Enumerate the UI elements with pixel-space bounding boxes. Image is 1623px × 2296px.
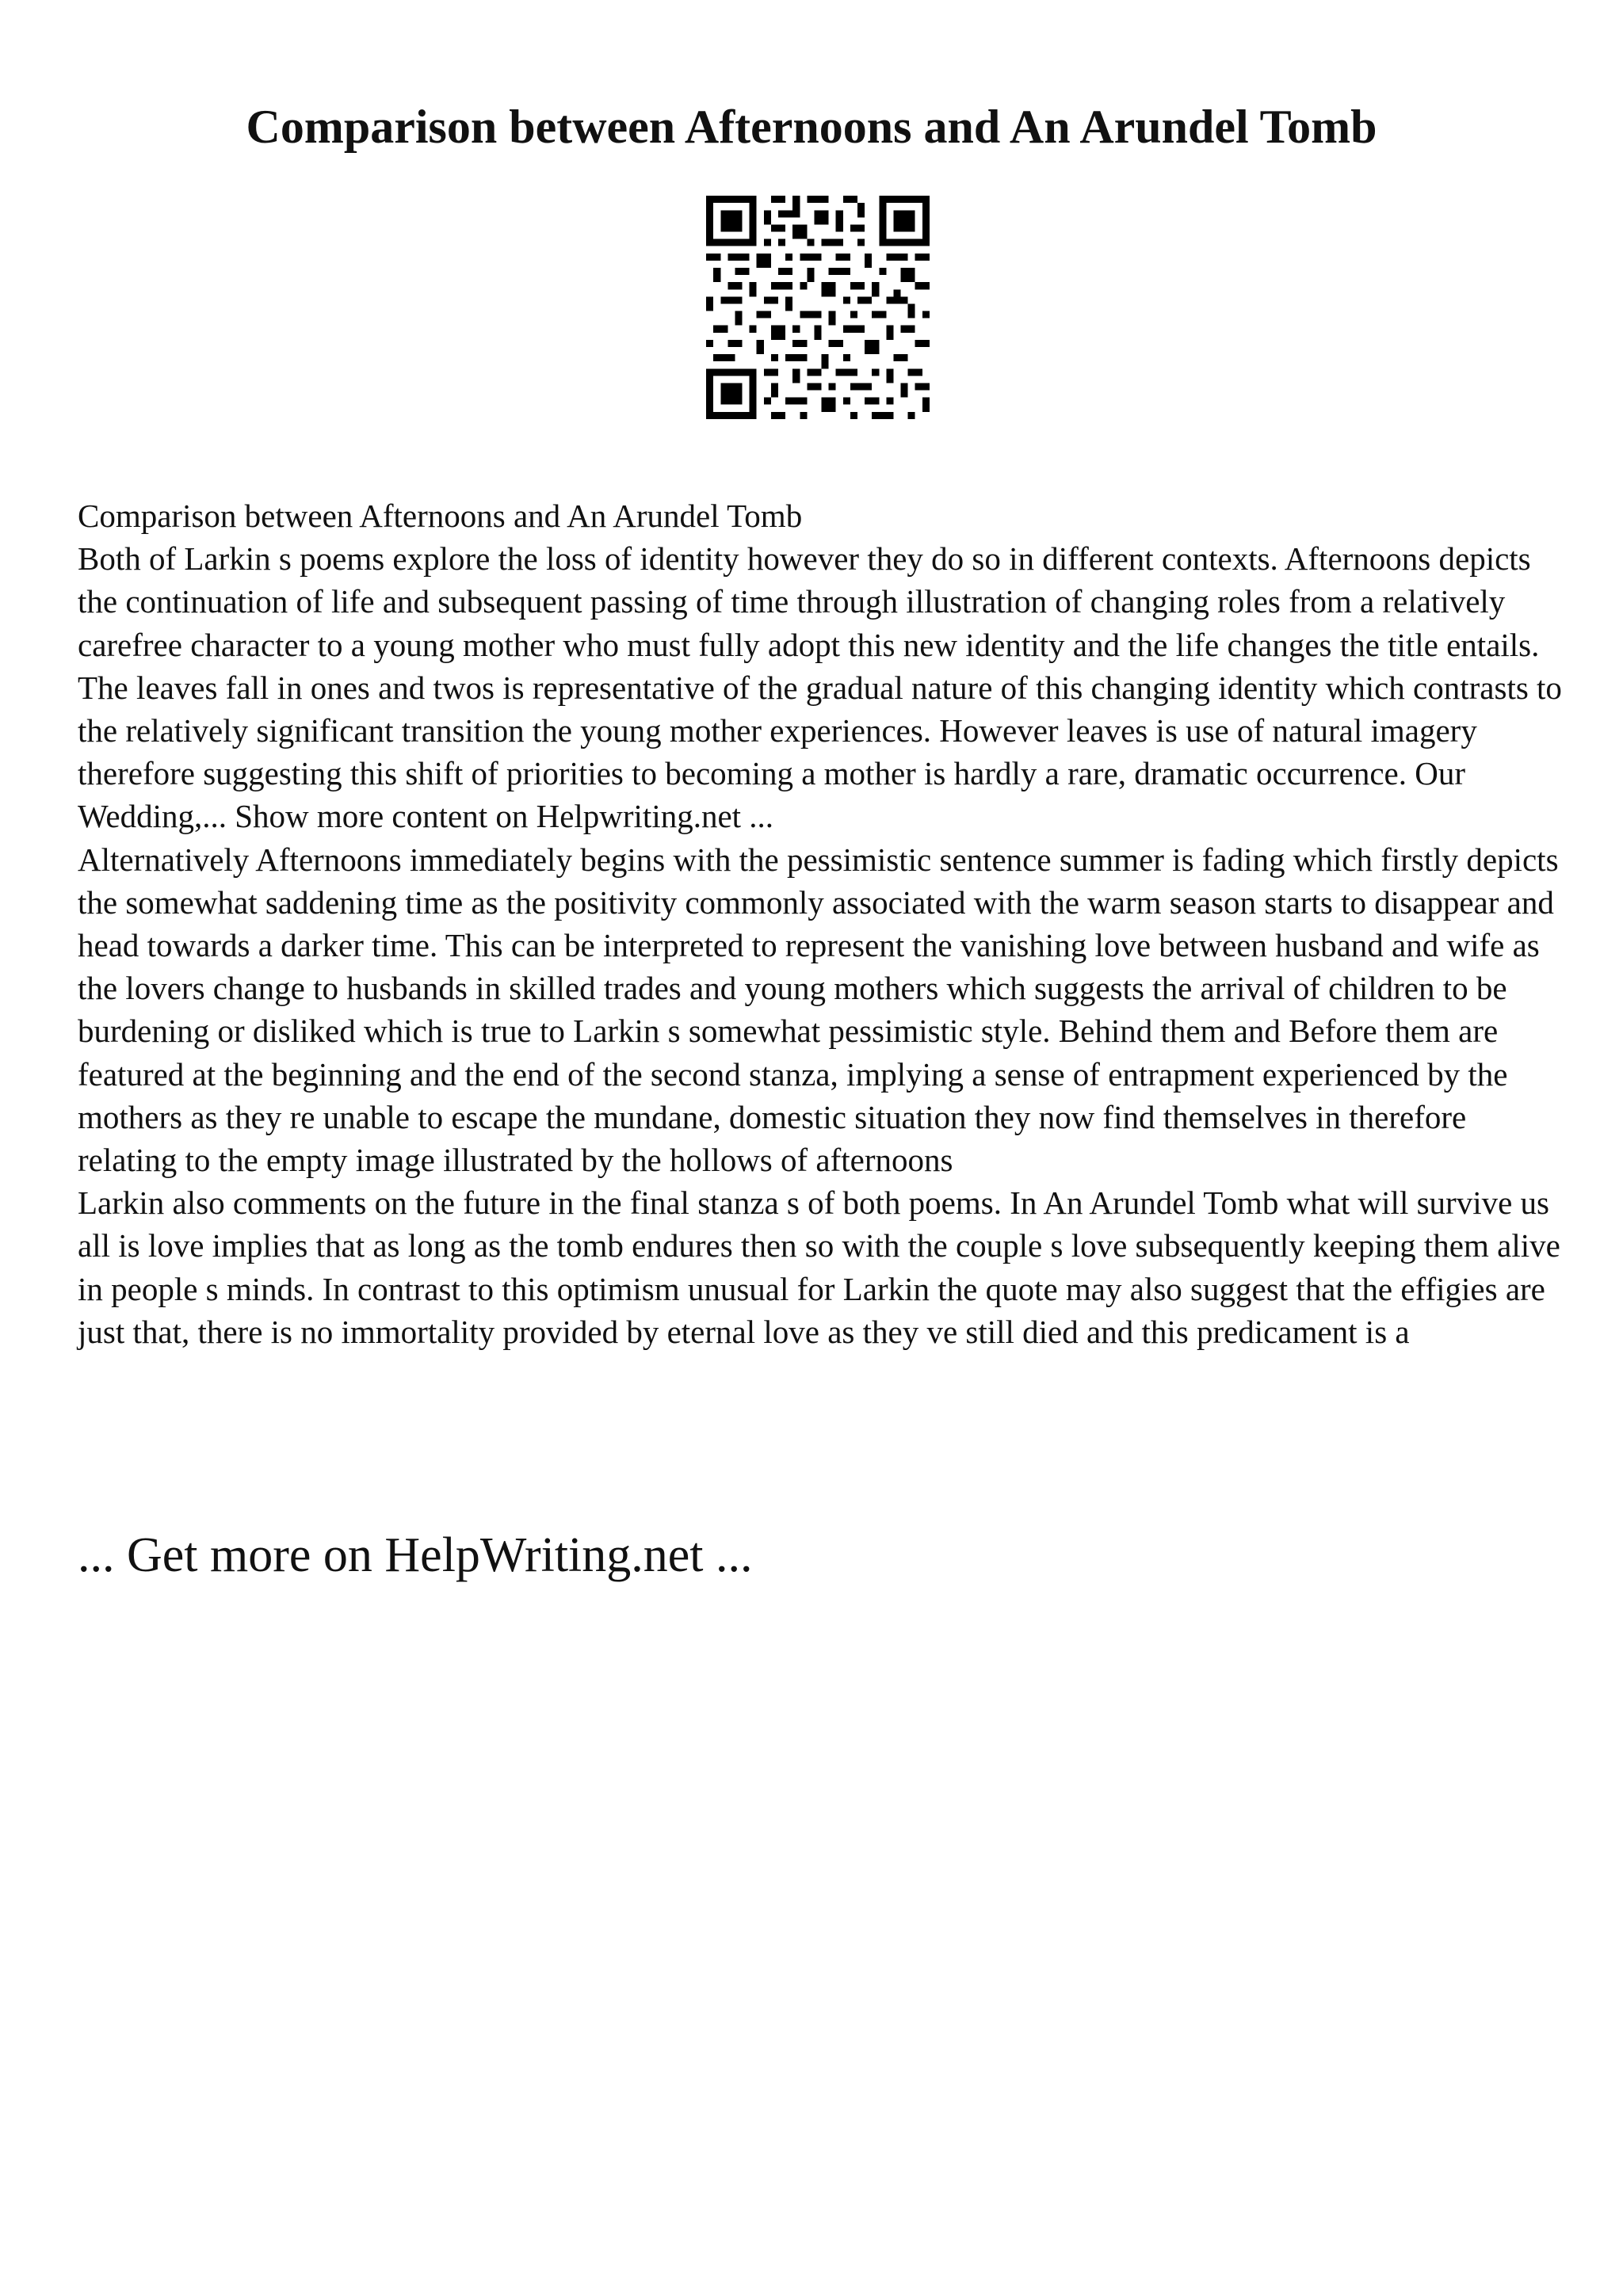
document-title: Comparison between Afternoons and An Arundel Tomb	[246, 101, 1377, 153]
qr-code-icon[interactable]	[699, 189, 937, 426]
qr-code-graphic	[699, 189, 937, 426]
get-more-link[interactable]: ... Get more on HelpWriting.net ...	[78, 1528, 753, 1582]
article-body	[78, 494, 1564, 1353]
paragraph-1: Both of Larkin s poems explore the loss of identity however they do so in different contexts. Afternoons depicts the continuation of life and subsequent passing of time through illustration of changing roles from a relatively carefree character to a young mother who must fully adopt this new identity and the life changes the title entails. The leaves fall in ones and twos is representative of the gradual nature of this changing identity which contrasts to the relatively significant transition the young mother experiences. However leaves is use of natural imagery therefore suggesting this shift of priorities to becoming a mother is hardly a rare, dramatic occurrence. Our Wedding,... Show more content on Helpwriting.net ...	[78, 540, 1562, 835]
paragraph-3: Larkin also comments on the future in the final stanza s of both poems. In An Arundel Tomb what will survive us all is love implies that as long as the tomb endures then so with the couple s love subsequently keeping them alive in people s minds. In contrast to this optimism unusual for Larkin the quote may also suggest that the effigies are just that, there is no immortality provided by eternal love as they ve still died and this predicament is a	[78, 1184, 1560, 1350]
article-subtitle: Comparison between Afternoons and An Arundel Tomb	[78, 498, 803, 534]
paragraph-2: Alternatively Afternoons immediately begins with the pessimistic sentence summer is fading which firstly depicts the somewhat saddening time as the positivity commonly associated with the warm season starts to disappear and head towards a darker time. This can be interpreted to represent the vanishing love between husband and wife as the lovers change to husbands in skilled trades and young mothers which suggests the arrival of children to be burdening or disliked which is true to Larkin s somewhat pessimistic style. Behind them and Before them are featured at the beginning and the end of the second stanza, implying a sense of entrapment experienced by the mothers as they re unable to escape the mundane, domestic situation they now find themselves in therefore relating to the empty image illustrated by the hollows of afternoons	[78, 841, 1559, 1179]
